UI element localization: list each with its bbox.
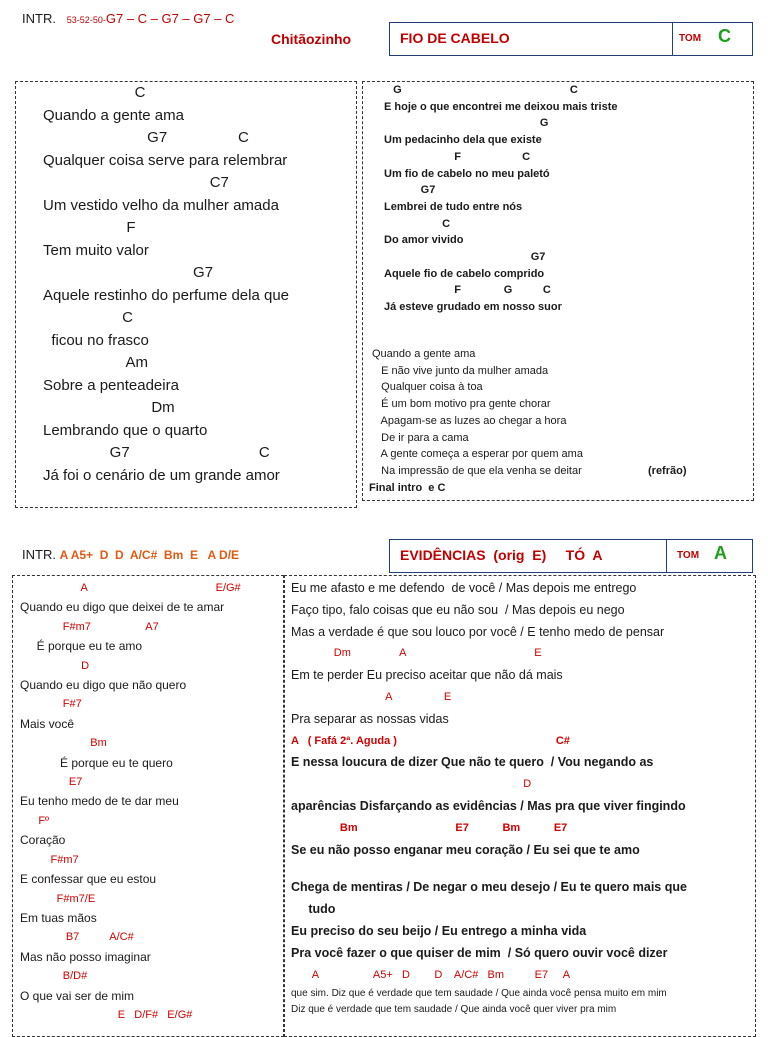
song2-title: EVIDÊNCIAS (orig E) TÓ A [400, 547, 603, 563]
lyric-line: Quando a gente ama [372, 348, 476, 360]
lyric-line: G C [384, 84, 578, 96]
lyric-line: O que vai ser de mim [20, 988, 135, 1003]
lyric-line: Quando eu digo que não quero [20, 678, 187, 693]
lyric-line: É um bom motivo pra gente chorar [372, 398, 551, 411]
lyric-line: F#m7 A7 [20, 620, 159, 633]
song2-left-lyrics [20, 579, 241, 1025]
song1-intro-small: 53-52-50- [66, 15, 106, 25]
lyric-line: F#7 [20, 698, 82, 711]
song1-intro-chords: G7 – C – G7 – G7 – C [105, 11, 235, 26]
song2-right-box [284, 575, 756, 1037]
lyric-line: Tem muito valor [43, 241, 149, 259]
lyric-line: G7 [43, 264, 214, 281]
lyric-line: B/D# [20, 970, 88, 983]
lyric-line: Bm E7 Bm E7 [291, 821, 568, 834]
lyric-line: É porque eu te quero [20, 755, 173, 770]
lyric-line: E não vive junto da mulher amada [372, 364, 549, 377]
lyric-line: Eu tenho medo de te dar meu [20, 794, 179, 809]
lyric-line: É porque eu te amo [20, 639, 143, 654]
lyric-line: Dm [43, 399, 175, 416]
lyric-line: E confessar que eu estou [20, 872, 157, 887]
lyric-line: Aquele restinho do perfume dela que [43, 286, 290, 304]
lyric-line: Pra separar as nossas vidas [291, 711, 449, 726]
song1-artist: Chitãozinho [271, 31, 352, 47]
lyric-line: Em te perder Eu preciso aceitar que não dá mais [291, 668, 563, 683]
song2-right-lyrics [291, 578, 687, 1018]
lyric-line: Se eu não posso enganar meu coração / Eu sei que te amo [291, 842, 640, 857]
lyric-line: Am [43, 354, 149, 371]
lyric-line: ficou no frasco [43, 331, 149, 349]
lyric-line: Mais você [20, 716, 75, 731]
lyric-line: F [43, 219, 136, 236]
lyric-line: Qualquer coisa serve para relembrar [43, 151, 288, 169]
song1-left-box [15, 81, 357, 508]
lyric-line: F#m7/E [20, 892, 96, 905]
song2-left-box [12, 575, 284, 1037]
lyric-line: tudo [291, 902, 336, 917]
song1-title: FIO DE CABELO [400, 30, 510, 46]
lyric-line: Aquele fio de cabelo comprido [384, 267, 545, 280]
lyric-line: Um vestido velho da mulher amada [43, 196, 279, 214]
lyric-line: Mas a verdade é que sou louco por você / E tenho medo de pensar [291, 624, 665, 639]
song1-left-lyrics [43, 82, 289, 487]
song1-refrain-tag: (refrão) [648, 465, 687, 477]
lyric-line: aparências Disfarçando as evidências / Mas pra que viver fingindo [291, 798, 686, 813]
lyric-line: E nessa loucura de dizer Que não te quero / Vou negando as [291, 755, 654, 770]
lyric-line: Lembrei de tudo entre nós [384, 200, 523, 213]
lyric-line: G [384, 117, 549, 130]
lyric-line: F#m7 [20, 853, 79, 866]
song2-tom-key: A [714, 543, 727, 563]
lyric-line: Sobre a penteadeira [43, 376, 179, 394]
lyric-line: que sim. Diz que é verdade que tem saudade / Que ainda você pensa muito em mim [291, 988, 667, 1000]
lyric-line: G7 [384, 251, 546, 264]
lyric-line: D [20, 659, 90, 672]
song1-title-box [389, 22, 753, 56]
lyric-line: Eu preciso do seu beijo / Eu entrego a minha vida [291, 923, 587, 938]
lyric-line: Já esteve grudado em nosso suor [384, 301, 562, 314]
lyric-line: Em tuas mãos [20, 910, 97, 925]
lyric-line: A A5+ D D A/C# Bm E7 A [291, 968, 571, 981]
lyric-line: Um fio de cabelo no meu paletó [384, 167, 550, 180]
song1-right-box [362, 81, 754, 501]
song1-intro [22, 11, 234, 26]
lyric-line: A E/G# [20, 582, 241, 594]
song1-intro-label: INTR. [22, 11, 56, 26]
lyric-line: Dm A E [291, 647, 542, 660]
song1-right-lyrics [384, 82, 618, 316]
lyric-line: Diz que é verdade que tem saudade / Que ainda você quer viver pra mim [291, 1004, 617, 1016]
lyric-line: A E [291, 690, 452, 703]
lyric-line: Pra você fazer o que quiser de mim / Só quero ouvir você dizer [291, 945, 668, 960]
lyric-line: A ( Fafá 2ª. Aguda ) C# [291, 734, 570, 747]
lyric-line: E7 [20, 776, 83, 789]
song2-intro-chords: A A5+ D D A/C# Bm E A D/E [59, 548, 240, 562]
lyric-line: Eu me afasto e me defendo de você / Mas depois me entrego [291, 581, 637, 595]
lyric-line: De ir para a cama [372, 431, 469, 444]
lyric-line: C7 [43, 174, 229, 191]
lyric-line: Chega de mentiras / De negar o meu desejo / Eu te quero mais que [291, 880, 687, 895]
lyric-line: Apagam-se as luzes ao chegar a hora [372, 414, 567, 427]
song2-title-box [389, 539, 753, 573]
lyric-line: Lembrando que o quarto [43, 421, 208, 439]
lyric-line: Mas não posso imaginar [20, 949, 151, 964]
lyric-line: Quando eu digo que deixei de te amar [20, 600, 225, 615]
lyric-line: Coração [20, 833, 66, 848]
song1-final: Final intro e C [369, 482, 446, 494]
lyric-line: Na impressão de que ela venha se deitar [372, 464, 582, 477]
lyric-line: C [384, 217, 451, 230]
song2-intro [22, 547, 239, 562]
lyric-line: C [43, 309, 134, 326]
lyric-line: G7 C [43, 444, 270, 461]
lyric-line: A gente começa a esperar por quem ama [372, 448, 583, 461]
lyric-line: Qualquer coisa à toa [372, 381, 483, 394]
lyric-line: E hoje o que encontrei me deixou mais triste [384, 100, 618, 113]
lyric-line: Bm [20, 737, 107, 750]
lyric-line: F C [384, 150, 531, 163]
song2-tom-label: TOM [677, 550, 700, 561]
lyric-line: Do amor vivido [384, 234, 464, 247]
song1-tom-label: TOM [679, 33, 702, 44]
song2-intro-label: INTR. [22, 547, 56, 562]
lyric-line: D [291, 778, 532, 791]
lyric-line: E D/F# E/G# [20, 1008, 193, 1021]
song1-refrain [372, 346, 583, 480]
lyric-line: Um pedacinho dela que existe [384, 134, 542, 147]
lyric-line [291, 861, 687, 877]
lyric-line: G7 C [43, 129, 249, 146]
lyric-line: B7 A/C# [20, 931, 134, 944]
lyric-line: G7 [384, 184, 436, 197]
song1-tom-key: C [718, 26, 731, 46]
lyric-line: F G C [384, 284, 551, 297]
lyric-line: C [43, 84, 146, 101]
lyric-line: Já foi o cenário de um grande amor [43, 466, 280, 484]
lyric-line: Faço tipo, falo coisas que eu não sou / Mas depois eu nego [291, 602, 625, 617]
lyric-line: Fº [20, 814, 50, 827]
lyric-line: Quando a gente ama [43, 106, 184, 124]
